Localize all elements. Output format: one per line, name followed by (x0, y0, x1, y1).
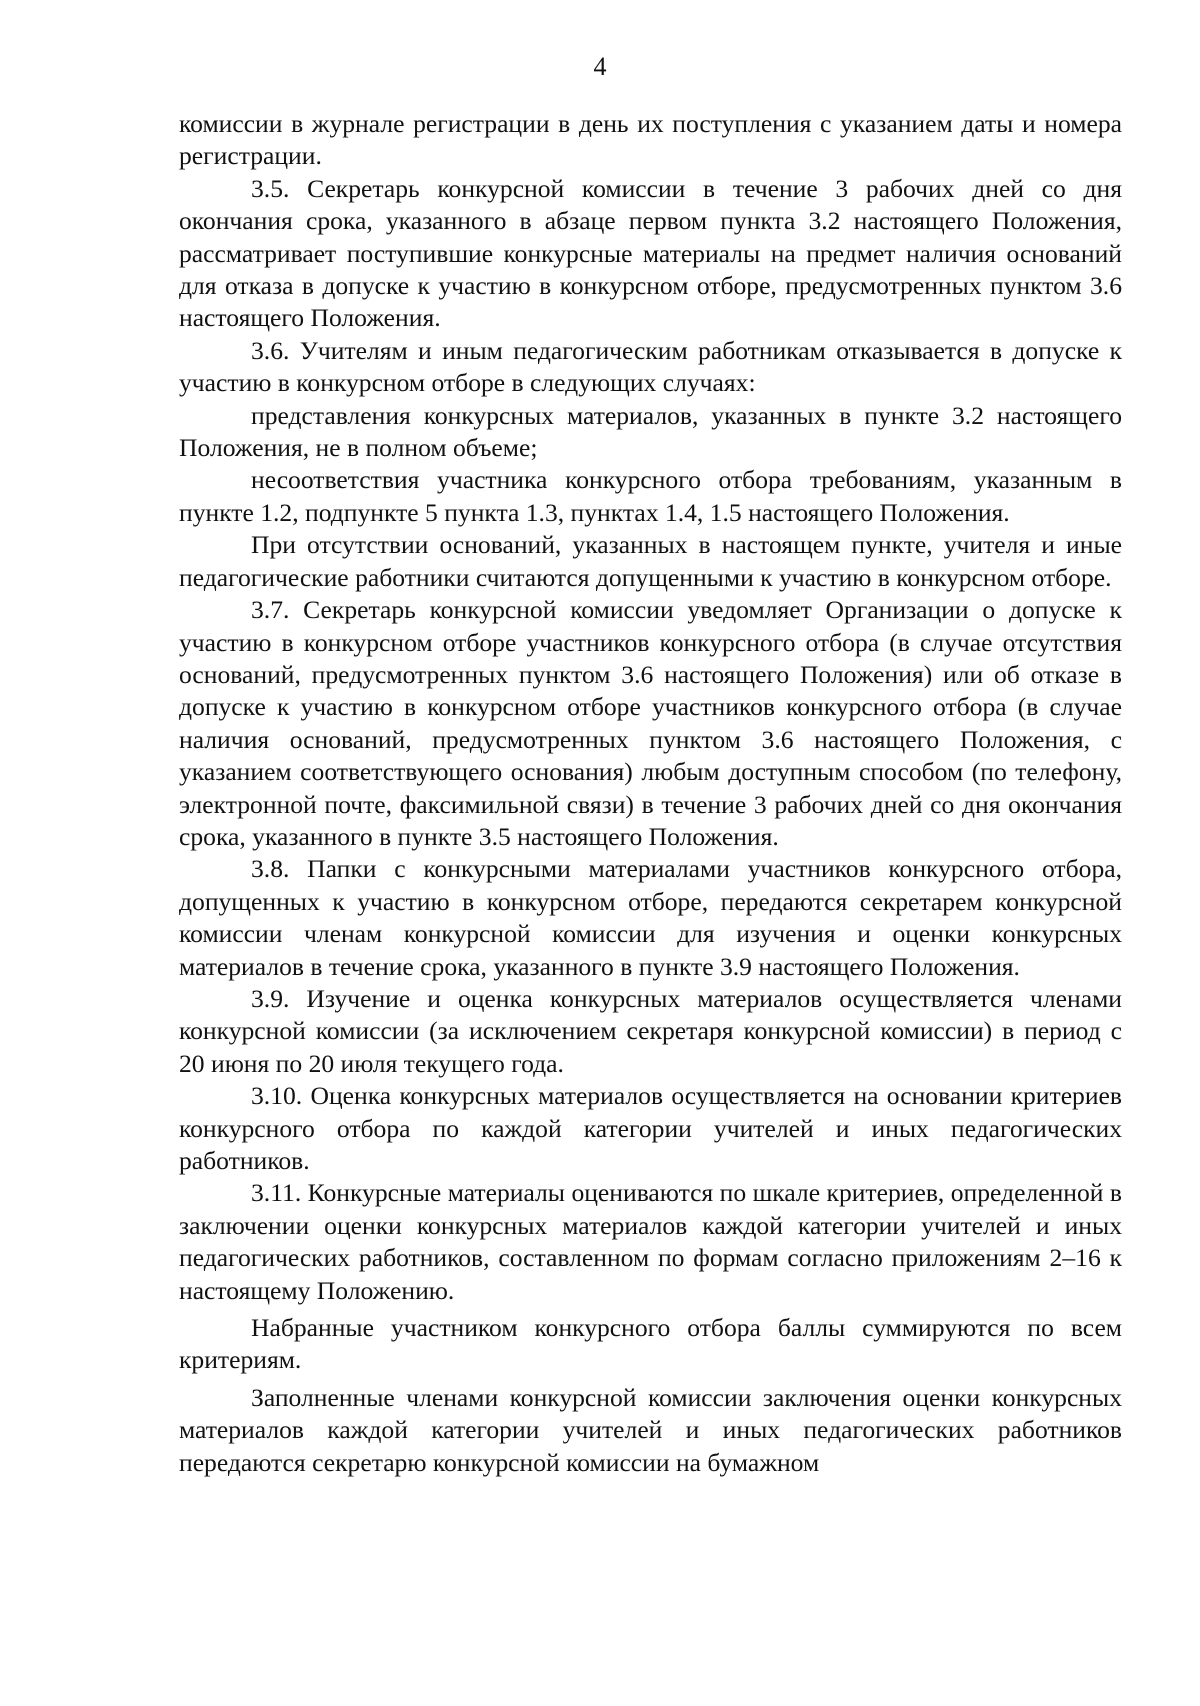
paragraph-3-6-case-1: представления конкурсных материалов, указанных в пункте 3.2 настоящего Положения, не в полном объеме; (179, 400, 1122, 463)
paragraph-3-6: 3.6. Учителям и иным педагогическим работникам отказывается в допуске к участию в конкурсном отборе в следующих случаях: (179, 335, 1122, 398)
paragraph-3-11: 3.11. Конкурсные материалы оцениваются по шкале критериев, определенной в заключении оценки конкурсных материалов каждой категории учителей и иных педагогических работников, составленном по формам согласно приложениям 2–16 к настоящему Положению. (179, 1178, 1122, 1305)
paragraph-3-6-admission: При отсутствии оснований, указанных в настоящем пункте, учителя и иные педагогические работники считаются допущенными к участию в конкурсном отборе. (179, 530, 1122, 592)
paragraph-3-7: 3.7. Секретарь конкурсной комиссии уведомляет Организации о допуске к участию в конкурсном отборе участников конкурсного отбора (в случае отсутствия оснований, предусмотренных пунктом 3.6 настоящего Положения) или об отказе в допуске к участию в конкурсном отборе участников конкурсного отбора (в случае наличия оснований, предусмотренных пунктом 3.6 настоящего Положения, с указанием соответствующего основания) любым доступным способом (по телефону, электронной почте, факсимильной связи) в течение 3 рабочих дней со дня окончания срока, указанного в пункте 3.5 настоящего Положения. (179, 595, 1122, 851)
paragraph-conclusions-transfer: Заполненные членами конкурсной комиссии заключения оценки конкурсных материалов каждой категории учителей и иных педагогических работников передаются секретарю конкурсной комиссии на бумажном (179, 1382, 1122, 1477)
paragraph-3-5: 3.5. Секретарь конкурсной комиссии в течение 3 рабочих дней со дня окончания срока, указанного в абзаце первом пункта 3.2 настоящего Положения, рассматривает поступившие конкурсные материалы на предмет наличия оснований для отказа в допуске к участию в конкурсном отборе, предусмотренных пунктом 3.6 настоящего Положения. (179, 173, 1122, 333)
paragraph-3-8: 3.8. Папки с конкурсными материалами участников конкурсного отбора, допущенных к участию в конкурсном отборе, передаются секретарем конкурсной комиссии членам конкурсной комиссии для изучения и оценки конкурсных материалов в течение срока, указанного в пункте 3.9 настоящего Положения. (179, 854, 1122, 981)
document-body (179, 108, 1122, 1479)
paragraph-3-9: 3.9. Изучение и оценка конкурсных материалов осуществляется членами конкурсной комиссии (за исключением секретаря конкурсной комиссии) в период с 20 июня по 20 июля текущего года. (179, 983, 1122, 1078)
paragraph-3-6-case-2: несоответствия участника конкурсного отбора требованиям, указанным в пункте 1.2, подпункте 5 пункта 1.3, пунктах 1.4, 1.5 настоящего Положения. (179, 465, 1122, 527)
paragraph-continuation: комиссии в журнале регистрации в день их поступления с указанием даты и номера регистрации. (179, 109, 1122, 171)
page-number: 4 (593, 52, 607, 81)
paragraph-3-10: 3.10. Оценка конкурсных материалов осуществляется на основании критериев конкурсного отбора по каждой категории учителей и иных педагогических работников. (179, 1081, 1122, 1175)
paragraph-scores-summed: Набранные участником конкурсного отбора баллы суммируются по всем критериям. (179, 1313, 1122, 1375)
